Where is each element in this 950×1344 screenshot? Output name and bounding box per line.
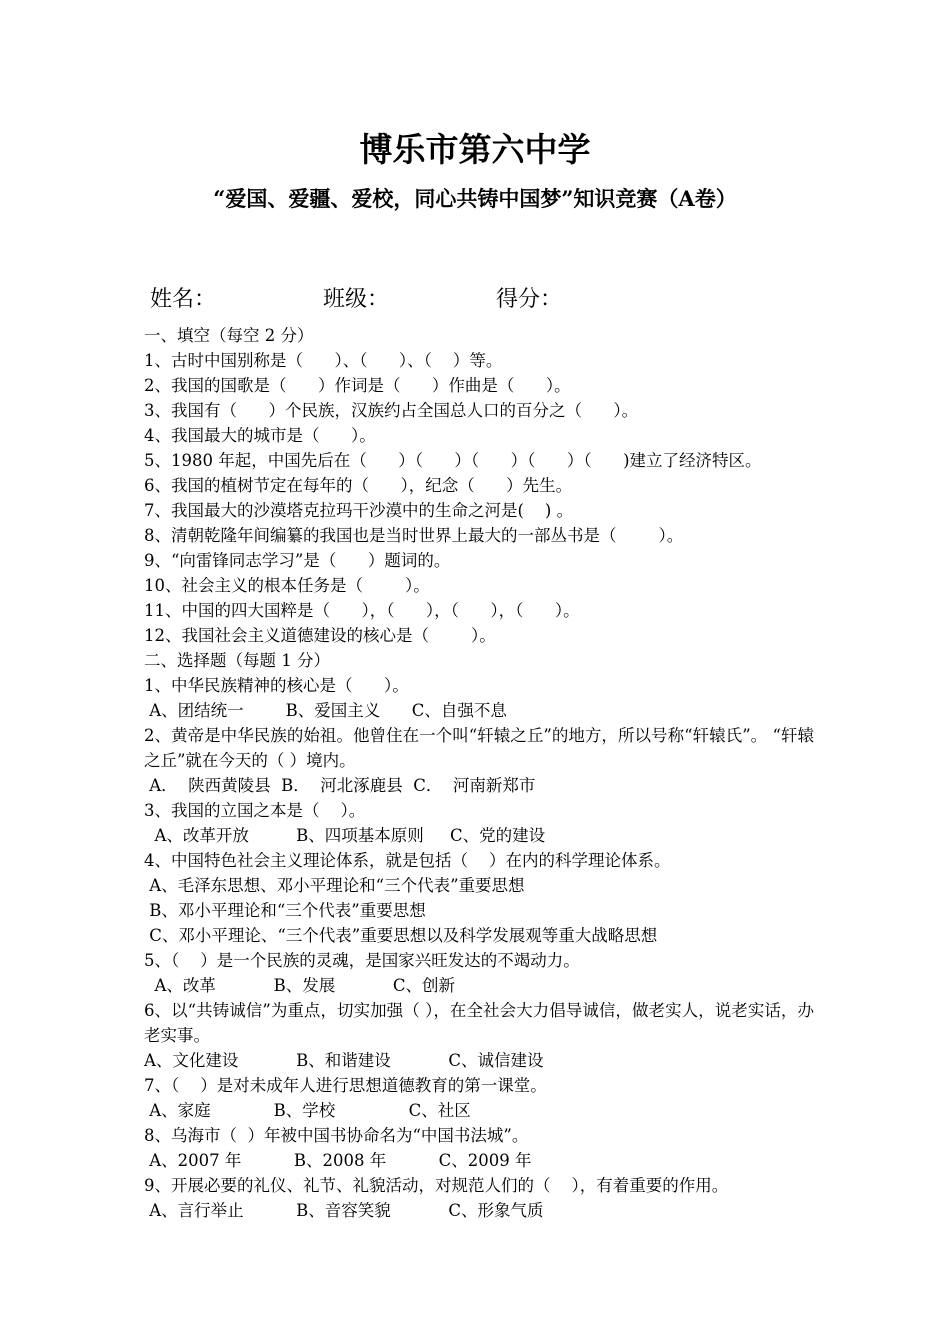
options-line: A、文化建设 B、和谐建设 C、诚信建设: [144, 1051, 544, 1070]
question-line: 12、我国社会主义道德建设的核心是（ ）。: [144, 626, 496, 645]
options-line: A． 陕西黄陵县 B． 河北涿鹿县 C． 河南新郑市: [144, 776, 536, 795]
options-line: C、邓小平理论、“三个代表”重要思想以及科学发展观等重大战略思想: [144, 926, 658, 945]
question-line: 5、（ ）是一个民族的灵魂，是国家兴旺发达的不竭动力。: [144, 951, 580, 970]
section-heading: 一、填空（每空 2 分）: [144, 326, 314, 345]
class-label: 班级：: [323, 287, 390, 312]
question-line: 4、我国最大的城市是（ ）。: [144, 426, 376, 445]
question-line: 5、1980 年起，中国先后在（ ）（ ）（ ）（ ）（ )建立了经济特区。: [144, 451, 762, 470]
question-line: 8、乌海市（ ）年被中国书协命名为“中国书法城”。: [144, 1126, 529, 1145]
question-line: 2、我国的国歌是（ ）作词是（ ）作曲是（ ）。: [144, 376, 571, 395]
question-line: 2、黄帝是中华民族的始祖。他曾住在一个叫“轩辕之丘”的地方，所以号称“轩辕氏”。 “轩辕之丘”就在今天的（ ）境内。: [144, 726, 814, 770]
question-line: 9、开展必要的礼仪、礼节、礼貌活动，对规范人们的（ ），有着重要的作用。: [144, 1176, 729, 1195]
options-line: A、言行举止 B、音容笑貌 C、形象气质: [144, 1201, 544, 1220]
question-line: 11、中国的四大国粹是（ ），（ ），（ ），（ ）。: [144, 601, 580, 620]
question-line: 4、中国特色社会主义理论体系，就是包括（ ）在内的科学理论体系。: [144, 851, 671, 870]
question-line: 9、“向雷锋同志学习”是（ ）题词的。: [144, 551, 451, 570]
section-heading: 二、选择题（每题 1 分）: [144, 651, 330, 670]
name-label: 姓名：: [150, 287, 217, 312]
exam-body: [144, 323, 814, 1223]
options-line: B、邓小平理论和“三个代表”重要思想: [144, 901, 426, 920]
question-line: 3、我国有（ ）个民族，汉族约占全国总人口的百分之（ ）。: [144, 401, 639, 420]
question-line: 6、我国的植树节定在每年的（ ），纪念（ ）先生。: [144, 476, 573, 495]
question-line: 1、中华民族精神的核心是（ ）。: [144, 676, 409, 695]
options-line: A、改革开放 B、四项基本原则 C、党的建设: [144, 826, 546, 845]
question-line: 8、清朝乾隆年间编纂的我国也是当时世界上最大的一部丛书是（ ）。: [144, 526, 684, 545]
options-line: A、家庭 B、学校 C、社区: [144, 1101, 471, 1120]
contest-subtitle: “爱国、爱疆、爱校，同心共铸中国梦”知识竞赛（A卷）: [213, 186, 737, 211]
options-line: A、2007 年 B、2008 年 C、2009 年: [144, 1151, 532, 1170]
options-line: A、团结统一 B、爱国主义 C、自强不息: [144, 701, 507, 720]
question-line: 7、我国最大的沙漠塔克拉玛干沙漠中的生命之河是( ) 。: [144, 501, 574, 520]
question-line: 7、（ ）是对未成年人进行思想道德教育的第一课堂。: [144, 1076, 547, 1095]
options-line: A、毛泽东思想、邓小平理论和“三个代表”重要思想: [144, 876, 525, 895]
question-line: 3、我国的立国之本是（ ）。: [144, 801, 366, 820]
question-line: 6、以“共铸诚信”为重点，切实加强（ ），在全社会大力倡导诚信，做老实人，说老实话，办老实事。: [144, 1001, 814, 1045]
score-label: 得分：: [496, 287, 563, 312]
options-line: A、改革 B、发展 C、创新: [144, 976, 456, 995]
question-line: 1、古时中国别称是（ ）、（ ）、（ ）等。: [144, 351, 503, 370]
school-title: 博乐市第六中学: [359, 130, 591, 169]
question-line: 10、社会主义的根本任务是（ ）。: [144, 576, 430, 595]
